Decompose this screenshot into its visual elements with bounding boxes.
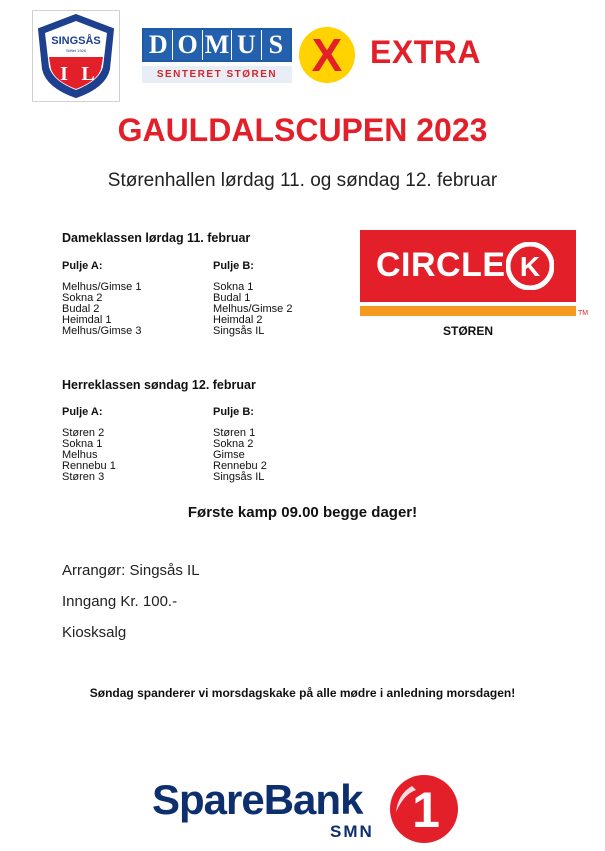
team-item: Melhus: [62, 449, 98, 461]
extra-x-mark: X: [311, 29, 343, 81]
herreklassen-pool-a-label: Pulje A:: [62, 406, 103, 418]
circle-k-stripe: [360, 306, 576, 316]
circle-k-wordmark: CIRCLE: [376, 246, 506, 284]
dameklassen-pool-a-list: [62, 282, 141, 337]
page-subtitle: Størenhallen lørdag 11. og søndag 12. februar: [107, 170, 498, 191]
singsas-logo-letter-i: I: [60, 63, 68, 85]
entry-fee-text: Inngang Kr. 100.-: [62, 593, 178, 610]
team-item: Sokna 2: [213, 438, 254, 450]
singsas-logo-top-text: SINGSÅS: [51, 35, 101, 47]
domus-letter: S: [262, 30, 290, 60]
team-item: Budal 1: [213, 292, 251, 304]
dameklassen-pool-b-label: Pulje B:: [213, 260, 254, 272]
circle-k-letter: K: [519, 251, 541, 282]
team-item: Heimdal 2: [213, 314, 263, 326]
herreklassen-heading: Herreklassen søndag 12. februar: [62, 378, 256, 392]
domus-letter: U: [232, 30, 261, 60]
team-item: Melhus/Gimse 1: [62, 281, 142, 293]
sparebank-one-digit: 1: [412, 782, 440, 838]
kiosk-text: Kiosksalg: [62, 624, 127, 641]
domus-letter: D: [144, 30, 173, 60]
singsas-logo-small-text: Stiftet 1926: [65, 48, 87, 53]
team-item: Melhus/Gimse 3: [62, 325, 142, 337]
first-game-notice: Første kamp 09.00 begge dager!: [187, 504, 418, 521]
domus-logo: [142, 28, 292, 84]
team-item: Sokna 1: [213, 281, 254, 293]
herreklassen-pool-b-list: [213, 428, 267, 483]
dameklassen-heading: Dameklassen lørdag 11. februar: [62, 231, 251, 245]
organizer-text: Arrangør: Singsås IL: [62, 562, 200, 579]
extra-x-icon: [298, 26, 356, 84]
extra-wordmark: EXTRA: [370, 34, 481, 70]
domus-letter: M: [203, 30, 232, 60]
circle-k-icon: [506, 242, 554, 290]
page-title: GAULDALSCUPEN 2023: [117, 112, 488, 148]
team-item: Støren 2: [62, 427, 105, 439]
singsas-il-logo: [32, 10, 120, 102]
team-item: Sokna 1: [62, 438, 103, 450]
domus-letter: O: [173, 30, 202, 60]
domus-subtitle: SENTERET STØREN: [142, 66, 292, 83]
team-item: Sokna 2: [62, 292, 103, 304]
team-item: Støren 3: [62, 471, 105, 483]
herreklassen-pool-a-list: [62, 428, 116, 483]
team-item: Heimdal 1: [62, 314, 112, 326]
team-item: Gimse: [213, 449, 245, 461]
team-item: Singsås IL: [213, 471, 265, 483]
sparebank-smn: SMN: [330, 822, 374, 841]
sparebank-wordmark: SpareBank: [152, 776, 363, 823]
team-item: Rennebu 1: [62, 460, 116, 472]
sunday-note: Søndag spanderer vi morsdagskake på alle mødre i anledning morsdagen!: [89, 686, 516, 700]
team-item: Rennebu 2: [213, 460, 267, 472]
team-item: Budal 2: [62, 303, 100, 315]
domus-wordmark: [142, 28, 292, 62]
team-item: Singsås IL: [213, 325, 265, 337]
team-item: Melhus/Gimse 2: [213, 303, 293, 315]
sparebank-one-icon: [386, 772, 462, 846]
dameklassen-pool-a-label: Pulje A:: [62, 260, 103, 272]
singsas-logo-letter-l: L: [81, 63, 95, 85]
team-item: Støren 1: [213, 427, 256, 439]
circle-k-trademark: TM: [578, 310, 589, 317]
dameklassen-pool-b-list: [213, 282, 292, 337]
circle-k-location: STØREN: [442, 324, 493, 338]
herreklassen-pool-b-label: Pulje B:: [213, 406, 254, 418]
